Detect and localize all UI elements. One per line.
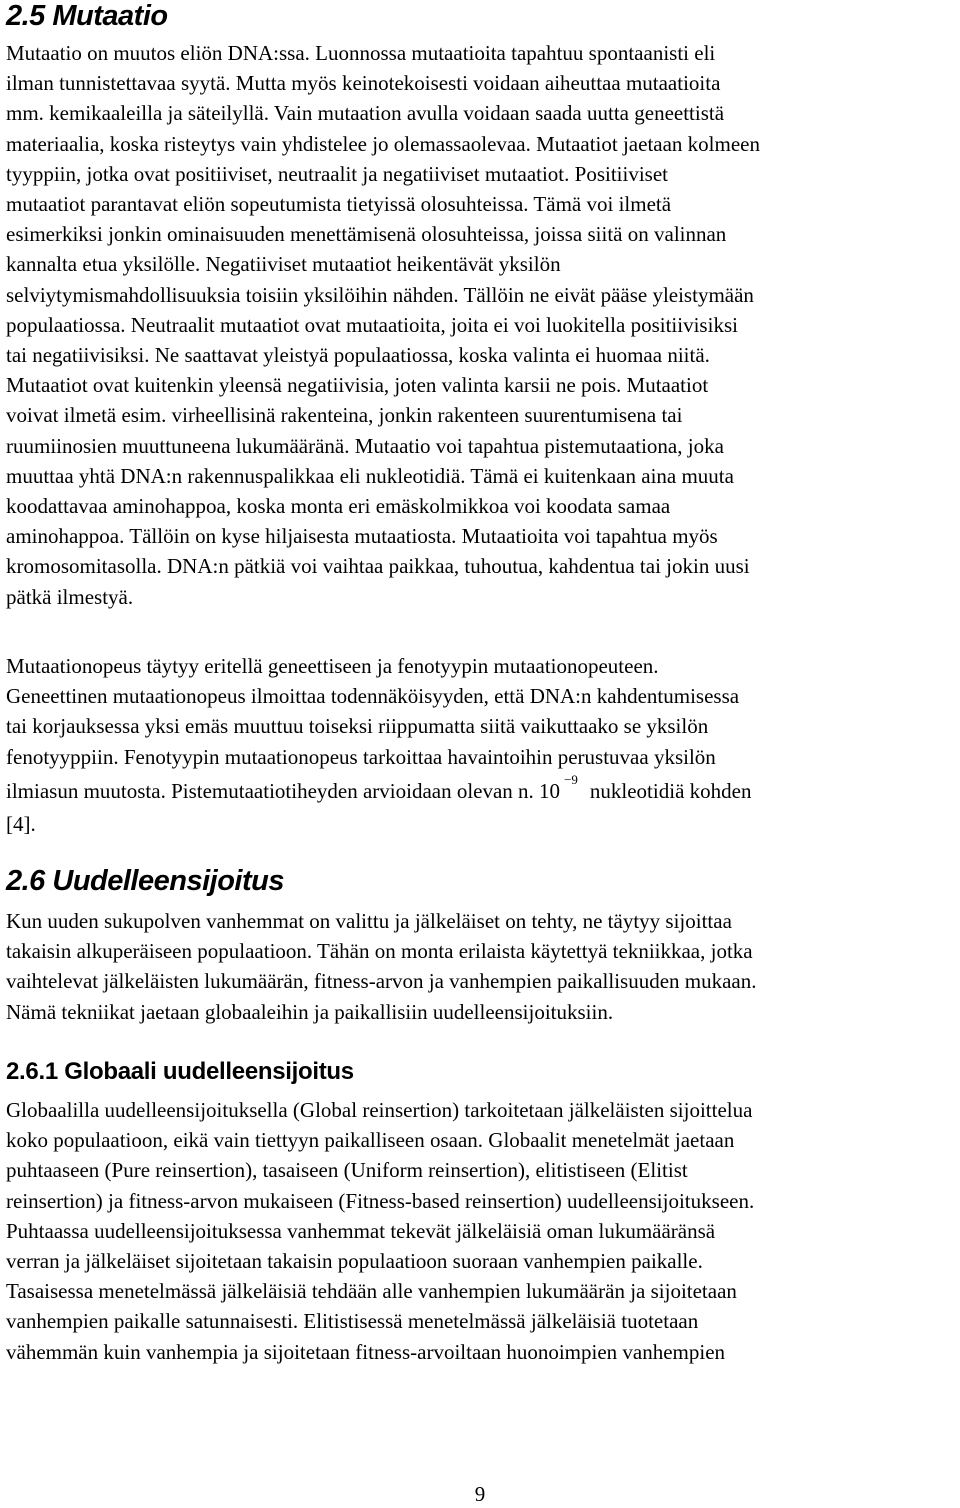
paragraph-line: voivat ilmetä esim. virheellisinä rakenteina, jonkin rakenteen suurentumisena tai: [6, 403, 683, 428]
paragraph-line: Puhtaassa uudelleensijoituksessa vanhemmat tekevät jälkeläisiä oman lukumääränsä: [6, 1218, 716, 1243]
paragraph-line: tyyppiin, jotka ovat positiiviset, neutraalit ja negatiiviset mutaatiot. Positiiviset: [6, 161, 668, 186]
paragraph-line: pätkä ilmestyä.: [6, 584, 134, 609]
section-2-6-paragraph: [6, 906, 954, 1027]
line-text: ilmiasun muutosta. Pistemutaatiotiheyden arvioidaan olevan n. 10: [6, 778, 561, 803]
paragraph-line: Mutaatiot ovat kuitenkin yleensä negatiivisia, joten valinta karsii ne pois. Mutaatiot: [6, 373, 709, 398]
paragraph-line: vanhempien paikalle satunnaisesti. Elitistisessä menetelmässä jälkeläisiä tuotetaan: [6, 1309, 699, 1334]
section-2-5-paragraph-1: [6, 38, 954, 612]
section-2-6-1-paragraph: [6, 1095, 954, 1367]
paragraph-line: puhtaaseen (Pure reinsertion), tasaiseen (Uniform reinsertion), elitistiseen (Elitist: [6, 1158, 688, 1183]
paragraph-line: takaisin alkuperäiseen populaatioon. Tähän on monta erilaista käytettyä tekniikkaa, jotka: [6, 939, 753, 964]
paragraph-line: vaihtelevat jälkeläisten lukumäärän, fitness-arvon ja vanhempien paikallisuuden mukaan.: [6, 969, 757, 994]
section-2-6-heading: 2.6 Uudelleensijoitus: [6, 865, 284, 897]
paragraph-line: mutaatiot parantavat eliön sopeutumista tietyissä olosuhteissa. Tämä voi ilmetä: [6, 192, 672, 217]
paragraph-line: esimerkiksi jonkin ominaisuuden menettämisenä olosuhteissa, joissa siitä on valinnan: [6, 222, 727, 247]
paragraph-line: ilman tunnistettavaa syytä. Mutta myös keinotekoisesti voidaan aiheuttaa mutaatioita: [6, 71, 721, 96]
paragraph-line: kannalta etua yksilölle. Negatiiviset mutaatiot heikentävät yksilön: [6, 252, 561, 277]
paragraph-line: fenotyyppiin. Fenotyypin mutaationopeus tarkoittaa havaintoihin perustuvaa yksilön: [6, 744, 716, 769]
paragraph-line: aminohappoa. Tällöin on kyse hiljaisesta mutaatiosta. Mutaatioita voi tapahtua myös: [6, 524, 718, 549]
paragraph-line: tai korjauksessa yksi emäs muuttuu toiseksi riippumatta siitä vaikuttaako se yksilön: [6, 714, 709, 739]
section-2-5-paragraph-2: [6, 651, 954, 839]
paragraph-line: Tasaisessa menetelmässä jälkeläisiä tehdään alle vanhempien lukumäärän ja sijoitetaan: [6, 1279, 737, 1304]
line-text: nukleotidiä kohden: [589, 778, 752, 803]
section-2-6-1-heading: 2.6.1 Globaali uudelleensijoitus: [6, 1058, 354, 1085]
paragraph-line-with-exponent: [6, 771, 954, 809]
paragraph-line: kromosomitasolla. DNA:n pätkiä voi vaihtaa paikkaa, tuhoutua, kahdentua tai jokin uusi: [6, 554, 750, 579]
paragraph-line: reinsertion) ja fitness-arvon mukaiseen (Fitness-based reinsertion) uudelleensijoitukseen.: [6, 1188, 755, 1213]
paragraph-line: [4].: [6, 812, 36, 837]
paragraph-line: selviytymismahdollisuuksia toisiin yksilöihin nähden. Tällöin ne eivät pääse yleistymään: [6, 282, 754, 307]
exponent: −9: [564, 771, 578, 787]
paragraph-line: populaatiossa. Neutraalit mutaatiot ovat mutaatioita, joita ei voi luokitella positiivisiksi: [6, 312, 738, 337]
paragraph-line: tai negatiivisiksi. Ne saattavat yleistyä populaatiossa, koska valinta ei huomaa niitä.: [6, 343, 710, 368]
paragraph-line: ruumiinosien muuttuneena lukumääränä. Mutaatio voi tapahtua pistemutaationa, joka: [6, 433, 724, 458]
paragraph-line: Mutaatio on muutos eliön DNA:ssa. Luonnossa mutaatioita tapahtuu spontaanisti eli: [6, 41, 716, 65]
page-number: 9: [474, 1482, 486, 1506]
paragraph-line: verran ja jälkeläiset sijoitetaan takaisin populaatioon suoraan vanhempien paikalle.: [6, 1249, 703, 1274]
paragraph-line: materiaalia, koska risteytys vain yhdistelee jo olemassaolevaa. Mutaatiot jaetaan kolmeen: [6, 131, 760, 156]
paragraph-line: koodattavaa aminohappoa, koska monta eri emäskolmikkoa voi koodata samaa: [6, 494, 671, 519]
paragraph-line: Mutaationopeus täytyy eritellä geneettiseen ja fenotyypin mutaationopeuteen.: [6, 654, 659, 678]
paragraph-line: Kun uuden sukupolven vanhemmat on valittu ja jälkeläiset on tehty, ne täytyy sijoittaa: [6, 909, 732, 933]
paragraph-line: Geneettinen mutaationopeus ilmoittaa todennäköisyyden, että DNA:n kahdentumisessa: [6, 684, 740, 709]
paragraph-line: vähemmän kuin vanhempia ja sijoitetaan fitness-arvoiltaan huonoimpien vanhempien: [6, 1339, 726, 1364]
paragraph-line: Nämä tekniikat jaetaan globaaleihin ja paikallisiin uudelleensijoituksiin.: [6, 999, 614, 1024]
paragraph-line: Globaalilla uudelleensijoituksella (Global reinsertion) tarkoitetaan jälkeläisten sijoittelua: [6, 1098, 753, 1122]
paragraph-line: koko populaatioon, eikä vain tiettyyn paikalliseen osaan. Globaalit menetelmät jaetaan: [6, 1128, 735, 1153]
paragraph-line: muuttaa yhtä DNA:n rakennuspalikkaa eli nukleotidiä. Tämä ei kuitenkaan aina muuta: [6, 463, 734, 488]
paragraph-line: mm. kemikaaleilla ja säteilyllä. Vain mutaation avulla voidaan saada uutta geneettistä: [6, 101, 725, 126]
section-2-5-heading: 2.5 Mutaatio: [6, 0, 168, 32]
